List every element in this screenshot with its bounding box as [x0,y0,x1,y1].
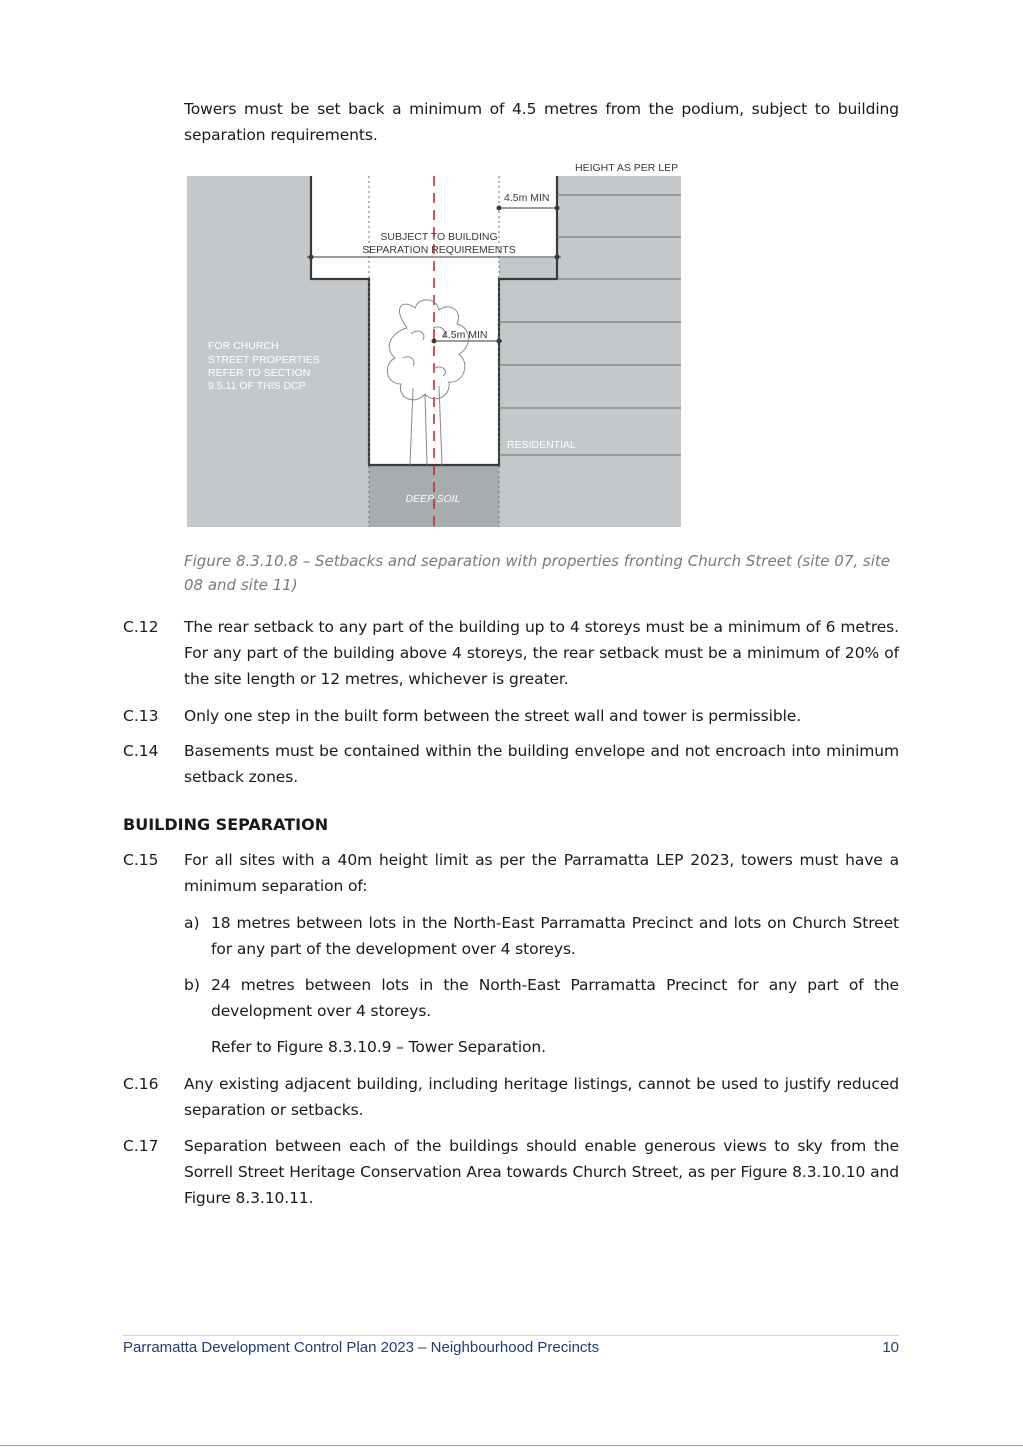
figure-reference: Refer to Figure 8.3.10.9 – Tower Separation. [211,1038,546,1056]
church-label-4: 9.5.11 OF THIS DCP [208,380,306,392]
figure-caption: Figure 8.3.10.8 – Setbacks and separation with properties fronting Church Street (site 07, site 08 and site 11) [184,552,891,594]
setback-figure [187,158,687,534]
list-label: a) [184,914,200,932]
height-label: HEIGHT AS PER LEP [575,162,679,174]
clause-text: For all sites with a 40m height limit as per the Parramatta LEP 2023, towers must have a minimum separation of: [184,851,899,895]
page-bottom-edge [0,1445,1023,1446]
section-heading: BUILDING SEPARATION [123,815,329,834]
clause-number: C.13 [123,707,159,725]
footer-divider [123,1335,899,1336]
list-item: 24 metres between lots in the North-East Parramatta Precinct for any part of the development over 4 storeys. [211,976,899,1020]
clause-number: C.17 [123,1137,159,1155]
clause-number: C.15 [123,851,159,869]
footer-title: Parramatta Development Control Plan 2023 – Neighbourhood Precincts [123,1339,600,1356]
church-label-2: STREET PROPERTIES [208,354,320,366]
clause-number: C.12 [123,618,159,636]
list-label: b) [184,976,200,994]
clause-text: Separation between each of the buildings should enable generous views to sky from the Sorrell Street Heritage Conservation Area towards Church Street, as per Figure 8.3.10.10 and Figure 8.3.10.11. [184,1137,899,1207]
clause-number: C.16 [123,1075,159,1093]
min-mid-label: 4.5m MIN [442,329,488,341]
clause-number: C.14 [123,742,159,760]
separation-label-2: SEPARATION REQUIREMENTS [362,244,516,256]
min-top-label: 4.5m MIN [504,192,550,204]
residential-label: RESIDENTIAL [507,439,576,451]
clause-text: Any existing adjacent building, including heritage listings, cannot be used to justify reduced separation or setbacks. [184,1075,899,1119]
deep-soil-label: DEEP SOIL [405,493,461,505]
clause-text: Basements must be contained within the building envelope and not encroach into minimum setback zones. [184,742,899,786]
intro-paragraph: Towers must be set back a minimum of 4.5 metres from the podium, subject to building separation requirements. [184,100,899,144]
church-label-3: REFER TO SECTION [208,367,311,379]
list-item: 18 metres between lots in the North-East Parramatta Precinct and lots on Church Street for any part of the development over 4 storeys. [211,914,899,958]
clause-text: The rear setback to any part of the building up to 4 storeys must be a minimum of 6 metres. For any part of the building above 4 storeys, the rear setback must be a minimum of 20% of the site length or 12 metres, whichever is greater. [184,618,899,688]
page-number: 10 [882,1339,899,1356]
separation-label-1: SUBJECT TO BUILDING [380,231,498,243]
clause-text: Only one step in the built form between the street wall and tower is permissible. [184,707,802,725]
church-label-1: FOR CHURCH [208,340,279,352]
